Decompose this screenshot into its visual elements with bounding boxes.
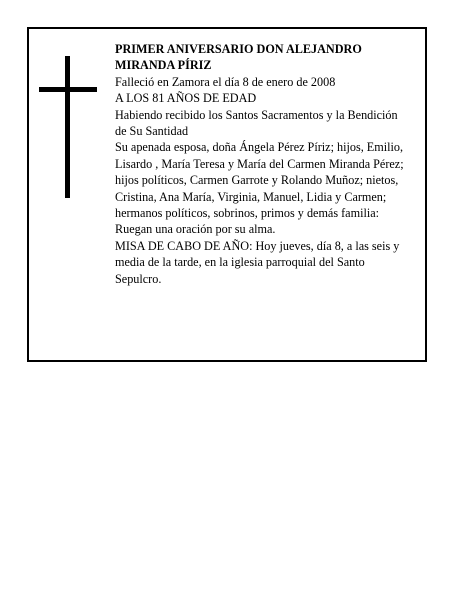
notice-body [115, 41, 405, 287]
family-paragraph: Su apenada esposa, doña Ángela Pérez Píriz; hijos, Emilio, Lisardo , María Teresa y María del Carmen Miranda Pérez; hijos políticos, Carmen Garrote y Rolando Muñoz; nietos, Cristina, Ana María, Virginia, Manuel, Lidia y Carmen; hermanos políticos, sobrinos, primos y demás familia: [115, 140, 404, 221]
age-line: A LOS 81 AÑOS DE EDAD [115, 91, 257, 106]
cross-vertical-bar [65, 56, 70, 198]
mass-announcement: MISA DE CABO DE AÑO: Hoy jueves, día 8, a las seis y media de la tarde, en la iglesia parroquial del Santo Sepulcro. [115, 238, 400, 286]
notice-title: PRIMER ANIVERSARIO DON ALEJANDRO MIRANDA PÍRIZ [115, 42, 362, 73]
obituary-notice [27, 27, 427, 362]
cross-horizontal-bar [39, 87, 97, 92]
latin-cross-icon [39, 56, 97, 198]
sacraments-line: Habiendo recibido los Santos Sacramentos y la Bendición de Su Santidad [115, 107, 398, 139]
prayer-request: Ruegan una oración por su alma. [115, 222, 276, 237]
death-date-line: Falleció en Zamora el día 8 de enero de 2008 [115, 74, 336, 89]
